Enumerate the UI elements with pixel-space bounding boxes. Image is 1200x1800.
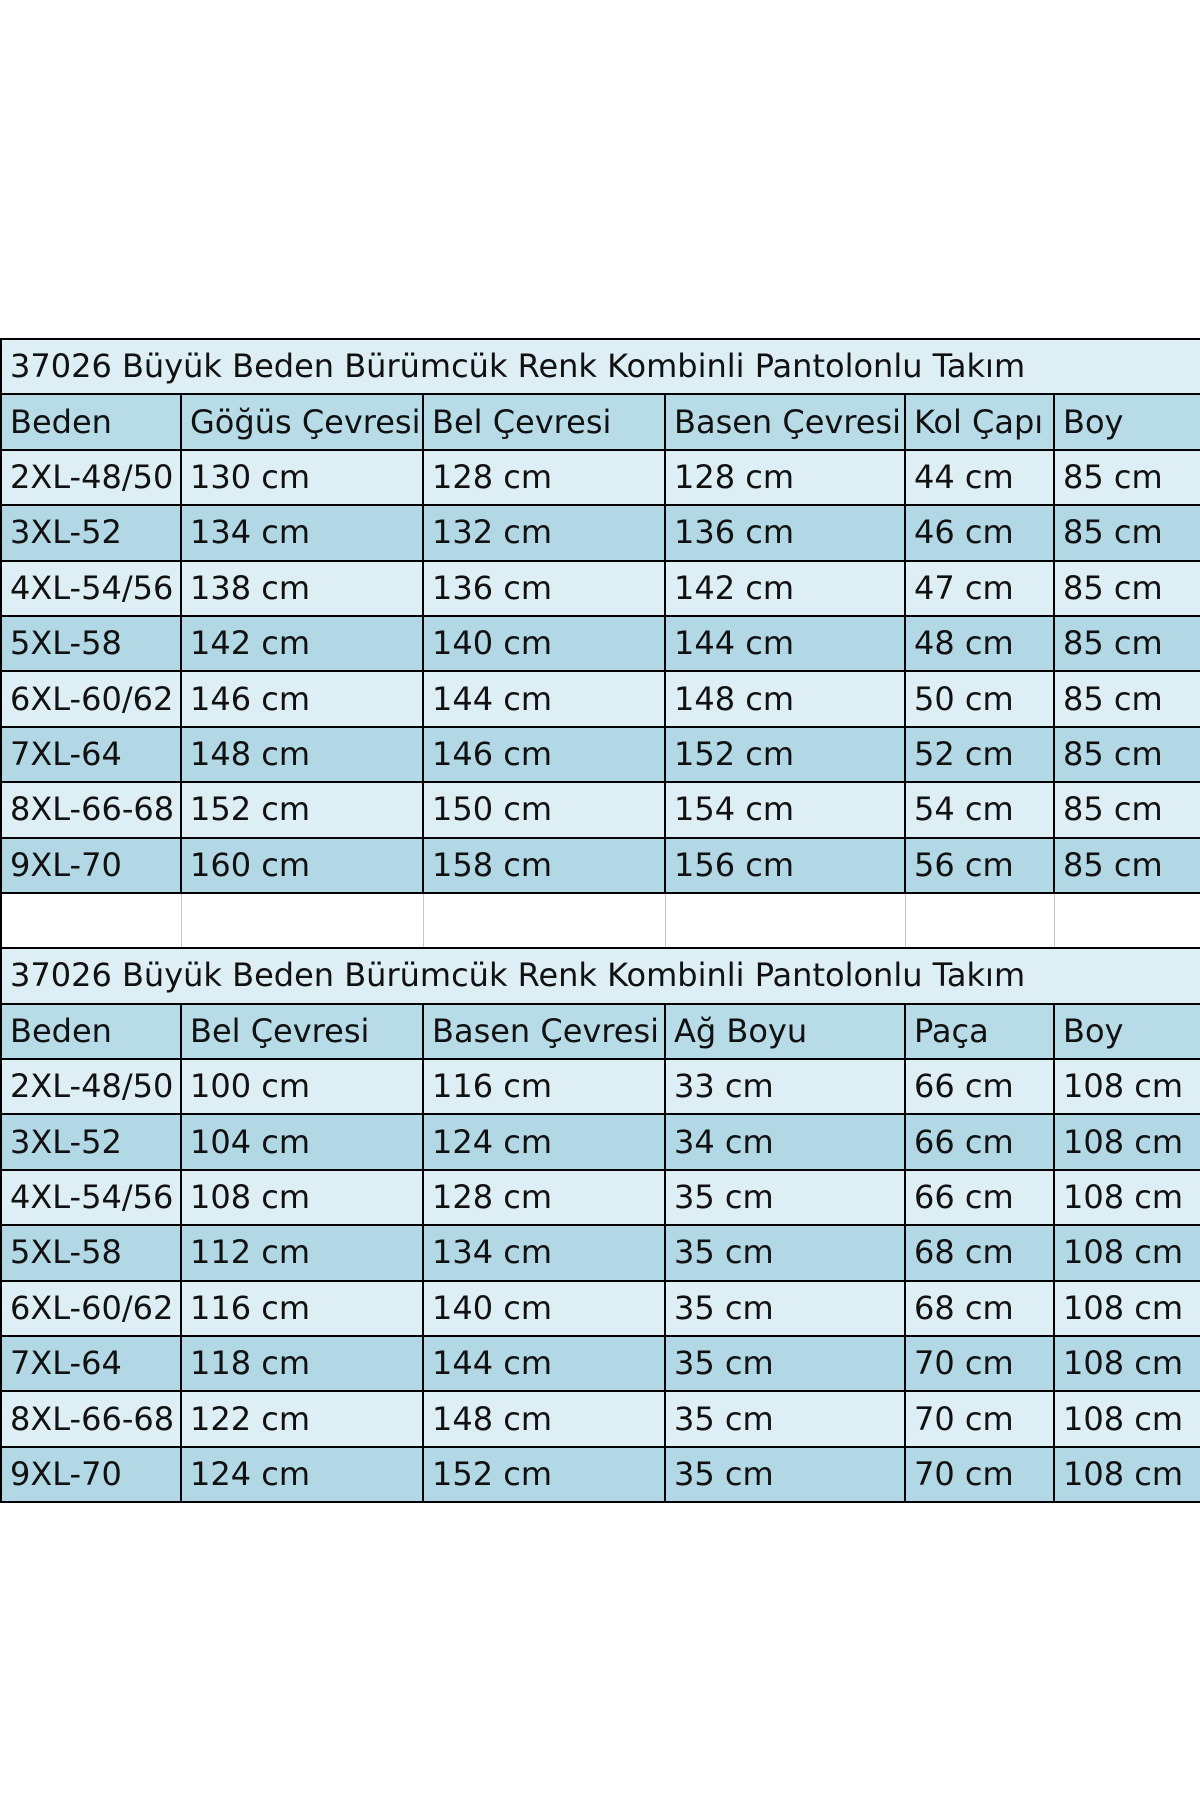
- measurement-cell: 85 cm: [1054, 505, 1200, 560]
- size-cell: 2XL-48/50: [1, 1059, 181, 1114]
- measurement-cell: 108 cm: [1054, 1059, 1200, 1114]
- table-title: 37026 Büyük Beden Bürümcük Renk Kombinli Pantolonlu Takım: [1, 339, 1200, 394]
- table-row: [1, 782, 1200, 837]
- size-cell: 4XL-54/56: [1, 561, 181, 616]
- size-chart-sheet: [0, 338, 1200, 1503]
- measurement-cell: 35 cm: [665, 1225, 905, 1280]
- measurement-cell: 152 cm: [665, 727, 905, 782]
- table-title-row: [1, 948, 1200, 1003]
- measurement-cell: 104 cm: [181, 1114, 423, 1169]
- measurement-cell: 118 cm: [181, 1336, 423, 1391]
- empty-cell: [181, 893, 423, 948]
- column-header: Beden: [1, 1004, 181, 1059]
- column-header: Boy: [1054, 394, 1200, 449]
- measurement-cell: 124 cm: [423, 1114, 665, 1169]
- table-header-row: [1, 1004, 1200, 1059]
- measurement-cell: 85 cm: [1054, 616, 1200, 671]
- table-title-row: [1, 339, 1200, 394]
- measurement-cell: 124 cm: [181, 1447, 423, 1502]
- measurement-cell: 148 cm: [665, 671, 905, 726]
- size-cell: 9XL-70: [1, 1447, 181, 1502]
- measurement-cell: 47 cm: [905, 561, 1054, 616]
- measurement-cell: 128 cm: [423, 450, 665, 505]
- column-header: Göğüs Çevresi: [181, 394, 423, 449]
- measurement-cell: 142 cm: [665, 561, 905, 616]
- measurement-cell: 35 cm: [665, 1447, 905, 1502]
- measurement-cell: 116 cm: [181, 1281, 423, 1336]
- measurement-cell: 52 cm: [905, 727, 1054, 782]
- empty-cell: [423, 893, 665, 948]
- measurement-cell: 148 cm: [181, 727, 423, 782]
- size-cell: 7XL-64: [1, 727, 181, 782]
- size-chart-grid: [0, 338, 1200, 1503]
- measurement-cell: 85 cm: [1054, 782, 1200, 837]
- measurement-cell: 85 cm: [1054, 450, 1200, 505]
- measurement-cell: 54 cm: [905, 782, 1054, 837]
- measurement-cell: 68 cm: [905, 1281, 1054, 1336]
- size-cell: 6XL-60/62: [1, 1281, 181, 1336]
- measurement-cell: 35 cm: [665, 1391, 905, 1446]
- measurement-cell: 112 cm: [181, 1225, 423, 1280]
- measurement-cell: 146 cm: [181, 671, 423, 726]
- measurement-cell: 35 cm: [665, 1336, 905, 1391]
- table-row: [1, 1114, 1200, 1169]
- measurement-cell: 144 cm: [423, 671, 665, 726]
- size-cell: 3XL-52: [1, 505, 181, 560]
- measurement-cell: 50 cm: [905, 671, 1054, 726]
- measurement-cell: 35 cm: [665, 1170, 905, 1225]
- measurement-cell: 142 cm: [181, 616, 423, 671]
- measurement-cell: 85 cm: [1054, 671, 1200, 726]
- measurement-cell: 134 cm: [181, 505, 423, 560]
- measurement-cell: 34 cm: [665, 1114, 905, 1169]
- column-header: Boy: [1054, 1004, 1200, 1059]
- measurement-cell: 108 cm: [1054, 1225, 1200, 1280]
- measurement-cell: 108 cm: [1054, 1391, 1200, 1446]
- column-header: Basen Çevresi: [665, 394, 905, 449]
- measurement-cell: 66 cm: [905, 1114, 1054, 1169]
- table-row: [1, 1059, 1200, 1114]
- measurement-cell: 66 cm: [905, 1170, 1054, 1225]
- table-row: [1, 1336, 1200, 1391]
- measurement-cell: 138 cm: [181, 561, 423, 616]
- measurement-cell: 140 cm: [423, 616, 665, 671]
- measurement-cell: 152 cm: [181, 782, 423, 837]
- measurement-cell: 144 cm: [423, 1336, 665, 1391]
- table-row: [1, 505, 1200, 560]
- size-cell: 8XL-66-68: [1, 1391, 181, 1446]
- size-cell: 5XL-58: [1, 1225, 181, 1280]
- measurement-cell: 44 cm: [905, 450, 1054, 505]
- measurement-cell: 148 cm: [423, 1391, 665, 1446]
- table-row: [1, 561, 1200, 616]
- measurement-cell: 160 cm: [181, 838, 423, 893]
- measurement-cell: 146 cm: [423, 727, 665, 782]
- measurement-cell: 70 cm: [905, 1447, 1054, 1502]
- measurement-cell: 150 cm: [423, 782, 665, 837]
- table-row: [1, 671, 1200, 726]
- measurement-cell: 108 cm: [1054, 1281, 1200, 1336]
- measurement-cell: 136 cm: [423, 561, 665, 616]
- column-header: Ağ Boyu: [665, 1004, 905, 1059]
- size-cell: 8XL-66-68: [1, 782, 181, 837]
- measurement-cell: 156 cm: [665, 838, 905, 893]
- table-row: [1, 1225, 1200, 1280]
- table-header-row: [1, 394, 1200, 449]
- size-cell: 2XL-48/50: [1, 450, 181, 505]
- measurement-cell: 130 cm: [181, 450, 423, 505]
- measurement-cell: 100 cm: [181, 1059, 423, 1114]
- measurement-cell: 132 cm: [423, 505, 665, 560]
- empty-separator-row: [1, 893, 1200, 948]
- empty-cell: [1054, 893, 1200, 948]
- measurement-cell: 66 cm: [905, 1059, 1054, 1114]
- table-row: [1, 838, 1200, 893]
- empty-cell: [665, 893, 905, 948]
- empty-cell: [1, 893, 181, 948]
- measurement-cell: 108 cm: [1054, 1170, 1200, 1225]
- measurement-cell: 158 cm: [423, 838, 665, 893]
- measurement-cell: 70 cm: [905, 1391, 1054, 1446]
- measurement-cell: 136 cm: [665, 505, 905, 560]
- measurement-cell: 33 cm: [665, 1059, 905, 1114]
- column-header: Bel Çevresi: [423, 394, 665, 449]
- table-row: [1, 1447, 1200, 1502]
- table-row: [1, 727, 1200, 782]
- measurement-cell: 140 cm: [423, 1281, 665, 1336]
- measurement-cell: 154 cm: [665, 782, 905, 837]
- size-cell: 9XL-70: [1, 838, 181, 893]
- measurement-cell: 122 cm: [181, 1391, 423, 1446]
- size-cell: 7XL-64: [1, 1336, 181, 1391]
- table-title: 37026 Büyük Beden Bürümcük Renk Kombinli Pantolonlu Takım: [1, 948, 1200, 1003]
- size-cell: 6XL-60/62: [1, 671, 181, 726]
- measurement-cell: 152 cm: [423, 1447, 665, 1502]
- empty-cell: [905, 893, 1054, 948]
- table-row: [1, 450, 1200, 505]
- size-cell: 4XL-54/56: [1, 1170, 181, 1225]
- measurement-cell: 35 cm: [665, 1281, 905, 1336]
- measurement-cell: 134 cm: [423, 1225, 665, 1280]
- measurement-cell: 46 cm: [905, 505, 1054, 560]
- measurement-cell: 70 cm: [905, 1336, 1054, 1391]
- size-cell: 3XL-52: [1, 1114, 181, 1169]
- measurement-cell: 108 cm: [1054, 1447, 1200, 1502]
- measurement-cell: 128 cm: [423, 1170, 665, 1225]
- table-row: [1, 1391, 1200, 1446]
- measurement-cell: 85 cm: [1054, 727, 1200, 782]
- measurement-cell: 68 cm: [905, 1225, 1054, 1280]
- column-header: Paça: [905, 1004, 1054, 1059]
- measurement-cell: 85 cm: [1054, 561, 1200, 616]
- table-row: [1, 1281, 1200, 1336]
- measurement-cell: 56 cm: [905, 838, 1054, 893]
- column-header: Beden: [1, 394, 181, 449]
- measurement-cell: 85 cm: [1054, 838, 1200, 893]
- measurement-cell: 128 cm: [665, 450, 905, 505]
- measurement-cell: 144 cm: [665, 616, 905, 671]
- column-header: Bel Çevresi: [181, 1004, 423, 1059]
- measurement-cell: 108 cm: [1054, 1114, 1200, 1169]
- measurement-cell: 108 cm: [181, 1170, 423, 1225]
- column-header: Kol Çapı: [905, 394, 1054, 449]
- measurement-cell: 116 cm: [423, 1059, 665, 1114]
- measurement-cell: 48 cm: [905, 616, 1054, 671]
- table-row: [1, 616, 1200, 671]
- size-cell: 5XL-58: [1, 616, 181, 671]
- column-header: Basen Çevresi: [423, 1004, 665, 1059]
- table-row: [1, 1170, 1200, 1225]
- measurement-cell: 108 cm: [1054, 1336, 1200, 1391]
